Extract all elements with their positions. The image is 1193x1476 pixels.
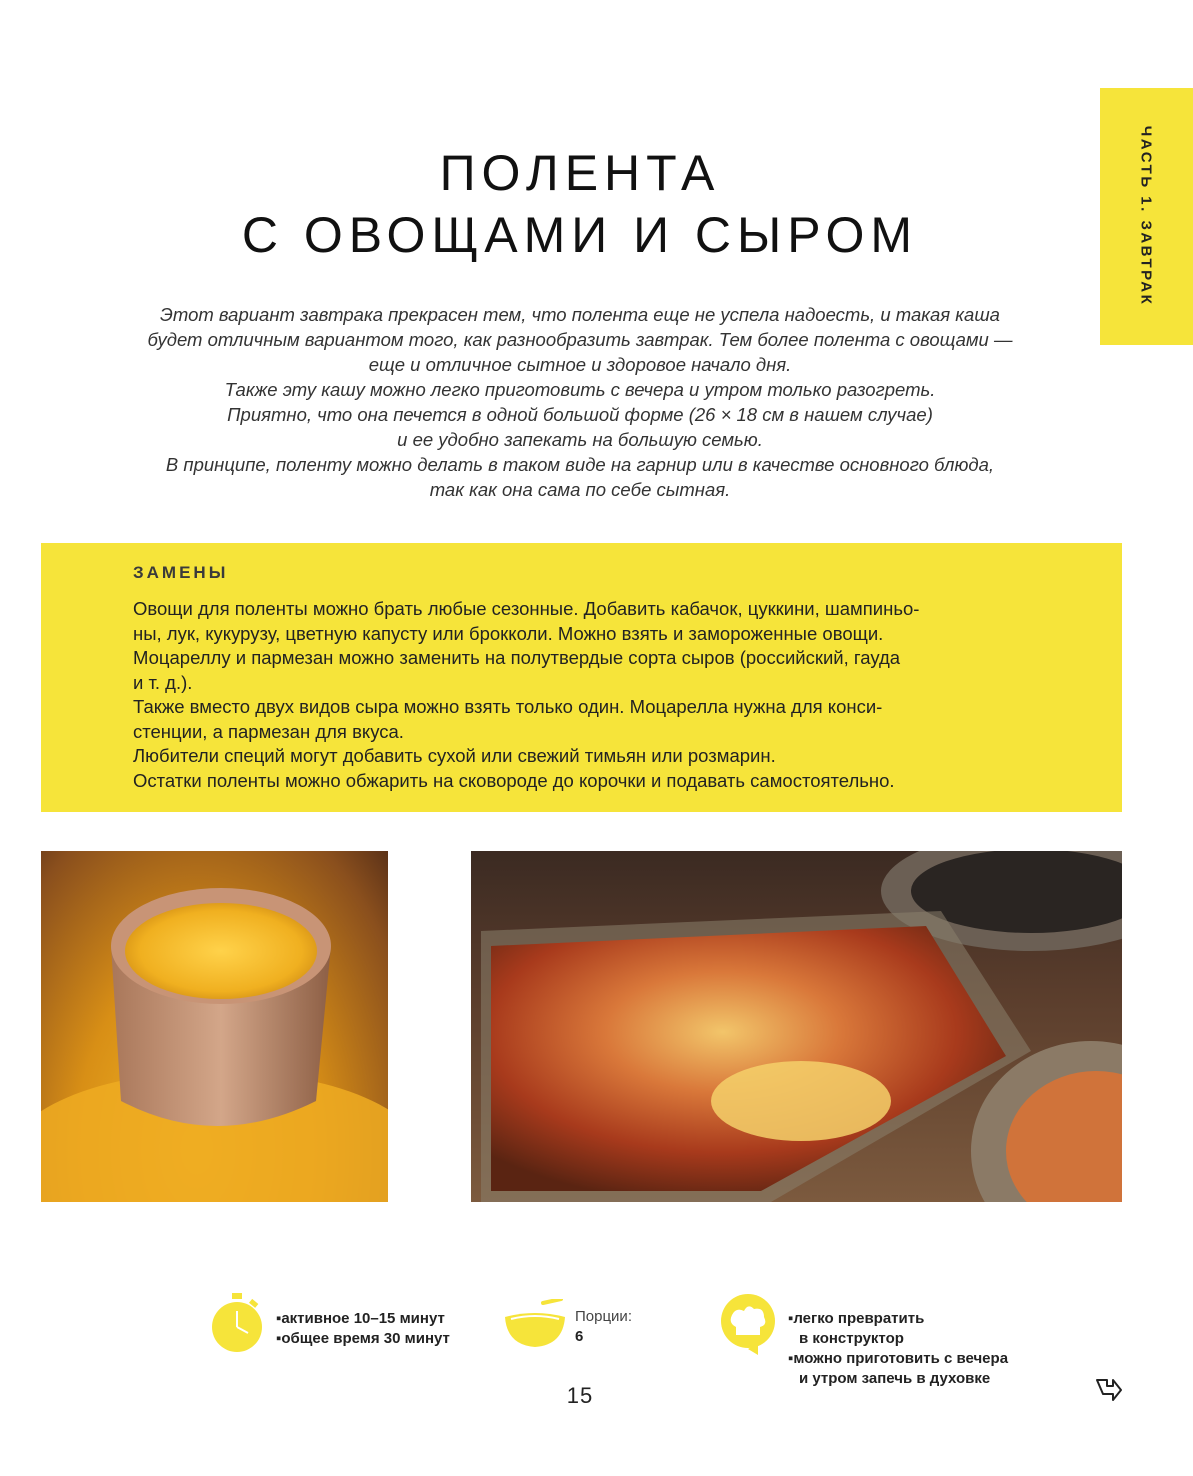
substitutions-line: Моцареллу и пармезан можно заменить на полутвердые сорта сыров (российский, гауда bbox=[133, 647, 901, 668]
substitutions-body bbox=[133, 597, 1033, 793]
substitutions-box bbox=[41, 543, 1122, 812]
next-page-arrow-icon[interactable] bbox=[1093, 1374, 1125, 1406]
intro-line: Этот вариант завтрака прекрасен тем, что полента еще не успела надоесть, и такая каша bbox=[160, 304, 1000, 325]
servings-label: Порции: bbox=[575, 1308, 632, 1325]
substitutions-line: стенции, а пармезан для вкуса. bbox=[133, 720, 404, 742]
servings-value: 6 bbox=[575, 1328, 584, 1345]
substitutions-line: Также вместо двух видов сыра можно взять только один. Моцарелла нужна для конси- bbox=[133, 696, 883, 717]
intro-line: Также эту кашу можно легко приготовить с вечера и утром только разогреть. bbox=[224, 379, 936, 400]
time-total: ▪общее время 30 минут bbox=[276, 1330, 450, 1347]
substitutions-line: Любители специй могут добавить сухой или свежий тимьян или розмарин. bbox=[133, 745, 776, 766]
substitutions-line: ны, лук, кукурузу, цветную капусту или брокколи. Можно взять и замороженные овощи. bbox=[133, 622, 884, 644]
page-number: 15 bbox=[566, 1383, 594, 1408]
recipe-title-line-1: ПОЛЕНТА bbox=[439, 145, 721, 201]
intro-line: и ее удобно запекать на большую семью. bbox=[397, 429, 763, 450]
substitutions-line: и т. д.). bbox=[133, 671, 193, 693]
bowl-icon bbox=[503, 1299, 567, 1349]
note-line-1: ▪легко превратить bbox=[788, 1310, 925, 1327]
intro-line: В принципе, поленту можно делать в таком виде на гарнир или в качестве основного блюда, bbox=[165, 454, 995, 475]
chef-hat-icon bbox=[718, 1293, 778, 1355]
substitutions-line: Овощи для поленты можно брать любые сезонные. Добавить кабачок, цуккини, шампиньо- bbox=[133, 598, 920, 619]
substitutions-heading: ЗАМЕНЫ bbox=[133, 563, 229, 582]
note-line-4: и утром запечь в духовке bbox=[799, 1370, 991, 1387]
intro-text bbox=[80, 302, 1080, 502]
section-tab-label: ЧАСТЬ 1. ЗАВТРАК bbox=[1137, 125, 1155, 307]
stopwatch-icon bbox=[210, 1293, 264, 1353]
intro-line: еще и отличное сытное и здоровое начало дня. bbox=[368, 354, 792, 375]
recipe-title bbox=[0, 142, 1160, 266]
intro-line: так как она сама по себе сытная. bbox=[429, 479, 731, 500]
baked-polenta-photo bbox=[471, 851, 1122, 1202]
note-line-3: ▪можно приготовить с вечера bbox=[788, 1350, 1009, 1367]
intro-line: Приятно, что она печется в одной большой форме (26 × 18 см в нашем случае) bbox=[227, 404, 933, 425]
intro-line: будет отличным вариантом того, как разнообразить завтрак. Тем более полента с овощами — bbox=[147, 329, 1013, 350]
cornmeal-bowl-photo bbox=[41, 851, 388, 1202]
recipe-title-line-2: С ОВОЩАМИ И СЫРОМ bbox=[241, 207, 919, 263]
substitutions-line: Остатки поленты можно обжарить на сковороде до корочки и подавать самостоятельно. bbox=[133, 769, 895, 791]
baked-polenta-illustration bbox=[471, 851, 1122, 1202]
time-active: ▪активное 10–15 минут bbox=[276, 1310, 445, 1327]
cornmeal-bowl-illustration bbox=[41, 851, 388, 1202]
note-line-2: в конструктор bbox=[799, 1330, 904, 1347]
